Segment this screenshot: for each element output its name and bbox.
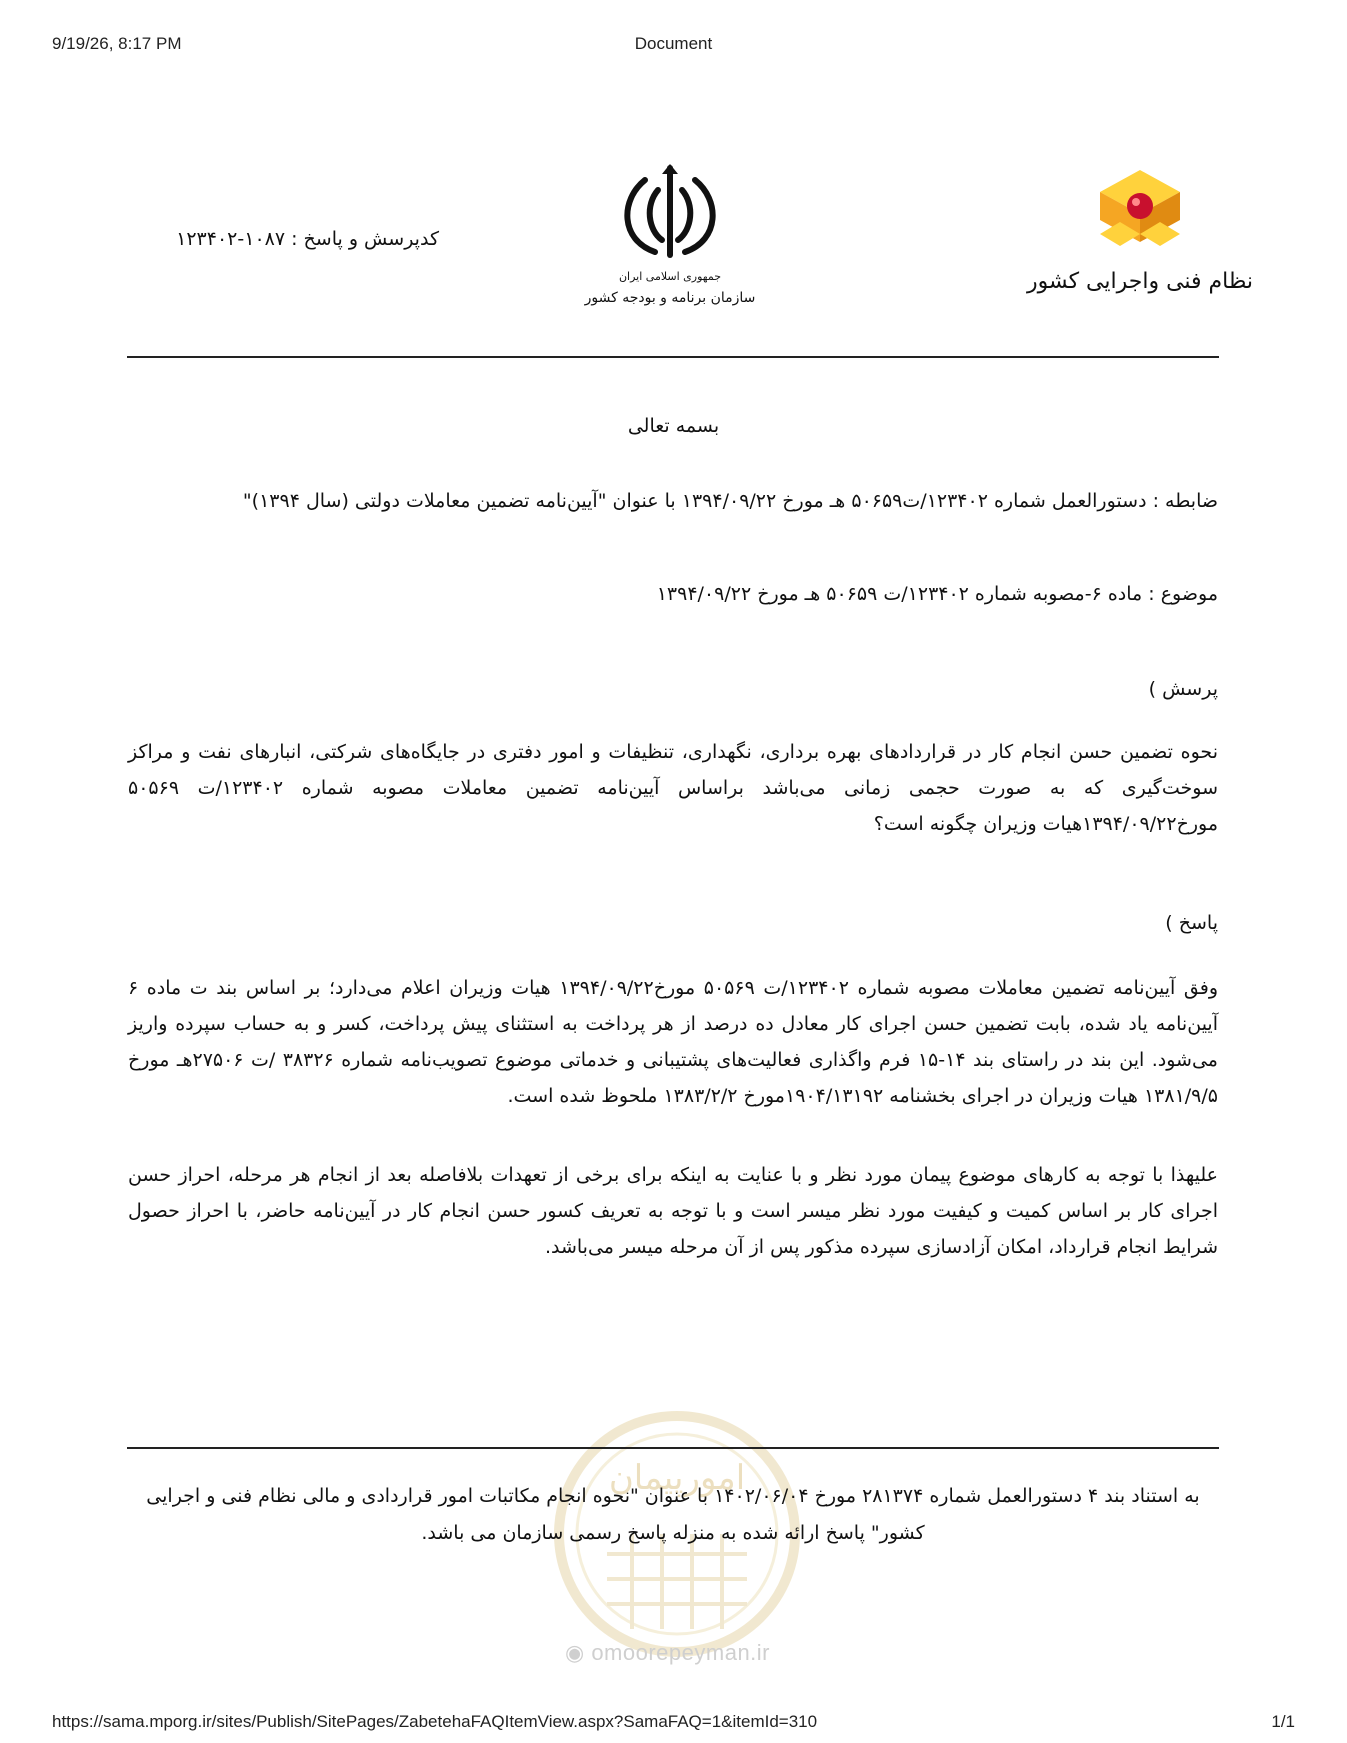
salutation: بسمه تعالی	[627, 415, 720, 437]
subject-line: موضوع : ماده ۶-مصوبه شماره ۱۲۳۴۰۲/ت ۵۰۶۵۹ هـ مورخ ۱۳۹۴/۰۹/۲۲	[656, 583, 1218, 605]
print-datetime: 9/19/26, 8:17 PM	[52, 34, 182, 53]
regulation-line: ضابطه : دستورالعمل شماره ۱۲۳۴۰۲/ت۵۰۶۵۹ هـ مورخ ۱۳۹۴/۰۹/۲۲ با عنوان "آیین‌نامه تضمین معاملات دولتی (سال ۱۳۹۴)"	[242, 490, 1218, 512]
footer-divider	[127, 1447, 1219, 1449]
org-name: نظام فنی واجرایی کشور	[1026, 269, 1254, 294]
page-url: https://sama.mporg.ir/sites/Publish/SitePages/ZabetehaFAQItemView.aspx?SamaFAQ=1&itemId=310	[52, 1712, 818, 1731]
qa-code: کدپرسش و پاسخ : ۱۰۸۷-۱۲۳۴۰۲	[176, 228, 439, 250]
print-header	[0, 34, 1347, 58]
iran-emblem-logo	[584, 160, 756, 310]
question-heading: پرسش )	[1148, 678, 1218, 700]
print-title: Document	[634, 34, 713, 53]
nezam-fanni-logo	[1026, 162, 1254, 302]
answer-paragraph-2: علیهذا با توجه به کارهای موضوع پیمان مورد نظر و با عنایت به اینکه برای برخی از تعهدات بلافاصله بعد از انجام هر مرحله، احراز حسن اجرای کار بر اساس کمیت و کیفیت مورد نظر میسر است و با توجه به تعریف کسور حسن انجام کار در آیین‌نامه حاضر، با احراز حصول شرایط انجام قرارداد، امکان آزادسازی سپرده مذکور پس از آن مرحله میسر می‌باشد.	[128, 1164, 1218, 1258]
watermark-script: امورپیمان	[608, 1458, 746, 1498]
watermark-site: ◉ omoorepeyman.ir	[565, 1640, 770, 1665]
emblem-line2: سازمان برنامه و بودجه کشور	[584, 290, 756, 306]
footer-note: به استناد بند ۴ دستورالعمل شماره ۲۸۱۳۷۴ مورخ ۱۴۰۲/۰۶/۰۴ با عنوان "نحوه انجام مکاتبات امور قراردادی و مالی نظام فنی و اجرایی کشور" پاسخ ارائه شده به منزله پاسخ رسمی سازمان می باشد.	[146, 1485, 1200, 1544]
page-number: 1/1	[1271, 1712, 1295, 1731]
emblem-line1: جمهوری اسلامی ایران	[618, 270, 722, 283]
question-text: نحوه تضمین حسن انجام کار در قراردادهای بهره برداری، نگهداری، تنظیفات و امور دفتری در جایگاه‌های شرکتی، انبارهای نفت و مراکز سوخت‌گیری که به صورت حجمی زمانی می‌باشد براساس آیین‌نامه تضمین معاملات مصوبه شماره ۱۲۳۴۰۲/ت ۵۰۵۶۹ مورخ۱۳۹۴/۰۹/۲۲هیات وزیران چگونه است؟	[128, 741, 1218, 835]
header-divider	[127, 356, 1219, 358]
print-footer	[0, 1712, 1347, 1736]
answer-heading: پاسخ )	[1165, 912, 1218, 934]
answer-paragraph-1: وفق آیین‌نامه تضمین معاملات مصوبه شماره ۱۲۳۴۰۲/ت ۵۰۵۶۹ مورخ۱۳۹۴/۰۹/۲۲ هیات وزیران اعلام می‌دارد؛ بر اساس بند ت ماده ۶ آیین‌نامه یاد شده، بابت تضمین حسن اجرای کار معادل ده درصد از هر پرداخت به استثنای پیش پرداخت، کسر و به حساب سپرده واریز می‌شود. این بند در راستای بند ۱۴-۱۵ فرم واگذاری فعالیت‌های پشتیبانی و خدماتی موضوع تصویب‌نامه شماره ۳۸۳۲۶ /ت ۲۷۵۰۶هـ مورخ ۱۳۸۱/۹/۵ هیات وزیران در اجرای بخشنامه ۱۹۰۴/۱۳۱۹۲مورخ ۱۳۸۳/۲/۲ ملحوظ شده است.	[128, 977, 1218, 1107]
